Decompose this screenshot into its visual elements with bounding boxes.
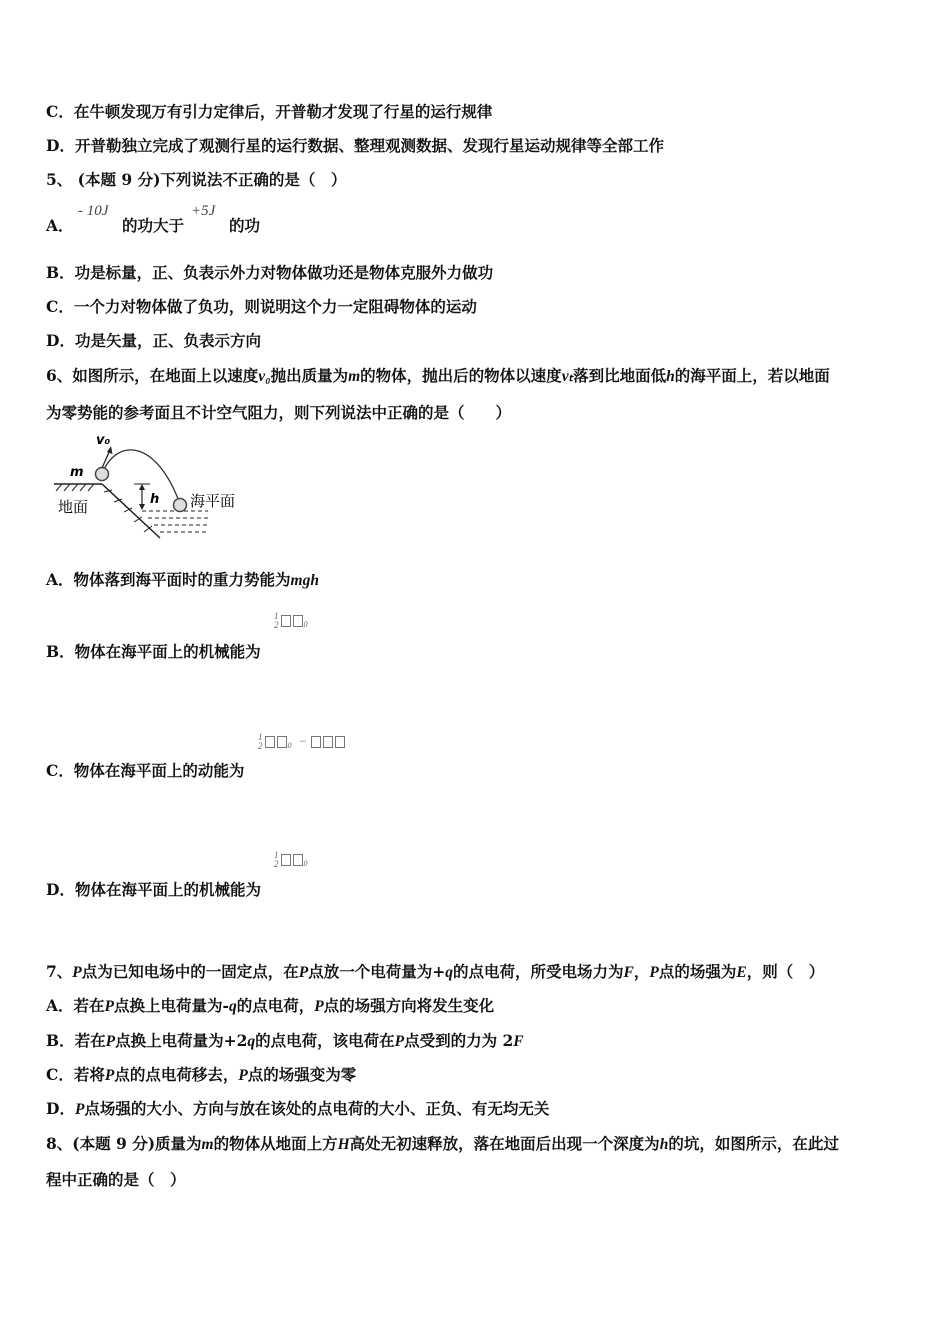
q8-H: H (337, 1136, 350, 1153)
q6-c-sub: 0 (287, 741, 293, 751)
q7-c-t2: 点的点电荷移去， (114, 1065, 239, 1084)
q7-d-t2: 点场强的大小、方向与放在该处的点电荷的大小、正负、有无均无关 (84, 1099, 550, 1118)
h-arrowhead-bottom (139, 504, 145, 510)
sea-surface (142, 511, 208, 532)
q7-stem (46, 962, 824, 983)
q7-a-t2: 点换上电荷量为- (114, 996, 229, 1015)
q7-b-t3: 的点电荷，该电荷在 (255, 1031, 395, 1050)
q5-option-b: B．功是标量，正、负表示外力对物体做功还是物体克服外力做功 (46, 263, 494, 282)
q5-a-suffix: 的功 (229, 216, 261, 235)
q6-option-c: C．物体在海平面上的动能为 (46, 761, 245, 780)
q5-option-d: D．功是矢量，正、负表示方向 (46, 331, 261, 350)
q7-a-t1: A．若在 (46, 996, 105, 1015)
q7-b-t1: B．若在 (46, 1031, 106, 1050)
q4-option-c: C．在牛顿发现万有引力定律后，开普勒才发现了行星的运行规律 (46, 102, 493, 121)
q6-stem-line2: 为零势能的参考面且不计空气阻力，则下列说法中正确的是（ ） (46, 403, 512, 422)
q8-stem-line1 (46, 1134, 839, 1155)
fig-ground-label: 地面 (58, 498, 89, 516)
q7-P3: P (649, 964, 659, 981)
q7-option-d (46, 1099, 549, 1120)
q6-b-frac-num: 1 (274, 611, 280, 621)
q6-stem-text-e: 的海平面上，若以地面 (674, 366, 830, 385)
q6-option-a (46, 570, 319, 591)
ball-end (174, 499, 187, 512)
q7-c-P: P (104, 1067, 115, 1084)
q7-b-t4: 点受到的力为 2 (404, 1031, 514, 1050)
q6-option-d: D．物体在海平面上的机械能为 (46, 880, 261, 899)
q6-stem-line1 (46, 366, 830, 387)
q6-d-frac-num: 1 (274, 850, 280, 860)
q6-c-minus: − (299, 733, 308, 748)
q7-b-q: q (247, 1033, 256, 1050)
q7-b-t2: 点换上电荷量为+2 (115, 1031, 248, 1050)
q5-stem: 5、 (本题 9 分)下列说法不正确的是（ ） (46, 170, 347, 189)
q6-stem-m: m (348, 368, 361, 385)
fig-v0-label: v₀ (96, 433, 111, 448)
q8-h: h (659, 1136, 669, 1153)
q7-a-P2: P (314, 998, 324, 1015)
q7-c-t1: C．若将 (46, 1065, 105, 1084)
q7-a-t3: 的点电荷， (236, 996, 315, 1015)
q7-E: E (736, 964, 747, 981)
q7-c-t3: 点的场强变为零 (247, 1065, 357, 1084)
q6-c-formula (258, 733, 346, 751)
q6-b-frac-den: 2 (274, 620, 280, 630)
q6-stem-h: h (666, 368, 675, 385)
q6-a-text: A．物体落到海平面时的重力势能为 (46, 570, 291, 589)
fig-sea-label: 海平面 (190, 492, 236, 510)
q6-stem-text-b: 抛出质量为 (270, 366, 349, 385)
q7-b-P2: P (394, 1033, 405, 1050)
q7-a-q: q (228, 998, 237, 1015)
q5-a-math-pos5J: +5J (191, 203, 216, 219)
q8-stem-line2: 程中正确的是（ ） (46, 1170, 186, 1189)
q7-t6: 点的场强为 (658, 962, 737, 981)
q7-option-b (46, 1031, 524, 1052)
q6-d-frac-den: 2 (274, 859, 280, 869)
q7-t1: 7、 (46, 962, 73, 981)
q6-c-frac-den: 2 (258, 741, 264, 751)
q6-stem-text-d: 落到比地面低 (573, 366, 667, 385)
ball-start (96, 468, 109, 481)
q5-a-math-neg10J: - 10J (78, 203, 109, 219)
h-arrowhead-top (139, 484, 145, 490)
q6-d-formula (274, 851, 309, 869)
q7-q: q (445, 964, 453, 981)
q7-t2: 点为已知电场中的一固定点，在 (81, 962, 299, 981)
q6-a-math: mgh (290, 572, 319, 589)
q6-projectile-figure (46, 428, 246, 543)
q6-d-sub: 0 (303, 859, 309, 869)
q7-d-P: P (74, 1101, 85, 1118)
q7-P2: P (298, 964, 309, 981)
q6-c-frac-num: 1 (258, 732, 264, 742)
q8-t3: 高处无初速释放，落在地面后出现一个深度为 (349, 1134, 660, 1153)
q6-b-sub: 0 (303, 620, 309, 630)
q7-a-t4: 点的场强方向将发生变化 (323, 996, 495, 1015)
q7-b-F: F (513, 1033, 524, 1050)
q5-option-a (46, 216, 74, 236)
q7-a-P: P (104, 998, 114, 1015)
q5-a-prefix: A． (46, 216, 74, 235)
q7-option-a (46, 996, 494, 1017)
fig-h-label: h (150, 492, 160, 507)
q8-m: m (201, 1136, 214, 1153)
q7-t7: ，则（ ） (746, 962, 825, 981)
q5-option-c: C．一个力对物体做了负功，则说明这个力一定阻碍物体的运动 (46, 297, 477, 316)
q8-t4: 的坑，如图所示，在此过 (668, 1134, 839, 1153)
q7-t3: 点放一个电荷量为+ (308, 962, 446, 981)
q7-P1: P (72, 964, 82, 981)
q7-option-c (46, 1065, 356, 1086)
q7-F: F (623, 964, 634, 981)
fig-m-label: m (70, 465, 84, 480)
q7-b-P: P (105, 1033, 116, 1050)
q4-option-d: D．开普勒独立完成了观测行星的运行数据、整理观测数据、发现行星运动规律等全部工作 (46, 136, 664, 155)
q5-a-mid: 的功大于 (122, 216, 185, 235)
q7-t4: 的点电荷，所受电场力为 (453, 962, 624, 981)
q6-b-formula (274, 612, 309, 630)
q6-stem-text-c: 的物体，抛出后的物体以速度 (360, 366, 562, 385)
q6-stem-text-a: 6、如图所示，在地面上以速度 (46, 366, 259, 385)
q6-stem-v0: v₀ (258, 368, 271, 385)
q6-option-b: B．物体在海平面上的机械能为 (46, 642, 261, 661)
q8-t1: 8、(本题 9 分)质量为 (46, 1134, 202, 1153)
q6-stem-vt: vₜ (561, 368, 574, 385)
q8-t2: 的物体从地面上方 (213, 1134, 338, 1153)
q7-c-P2: P (238, 1067, 248, 1084)
q7-t5: ， (633, 962, 650, 981)
q7-d-t1: D． (46, 1099, 75, 1118)
